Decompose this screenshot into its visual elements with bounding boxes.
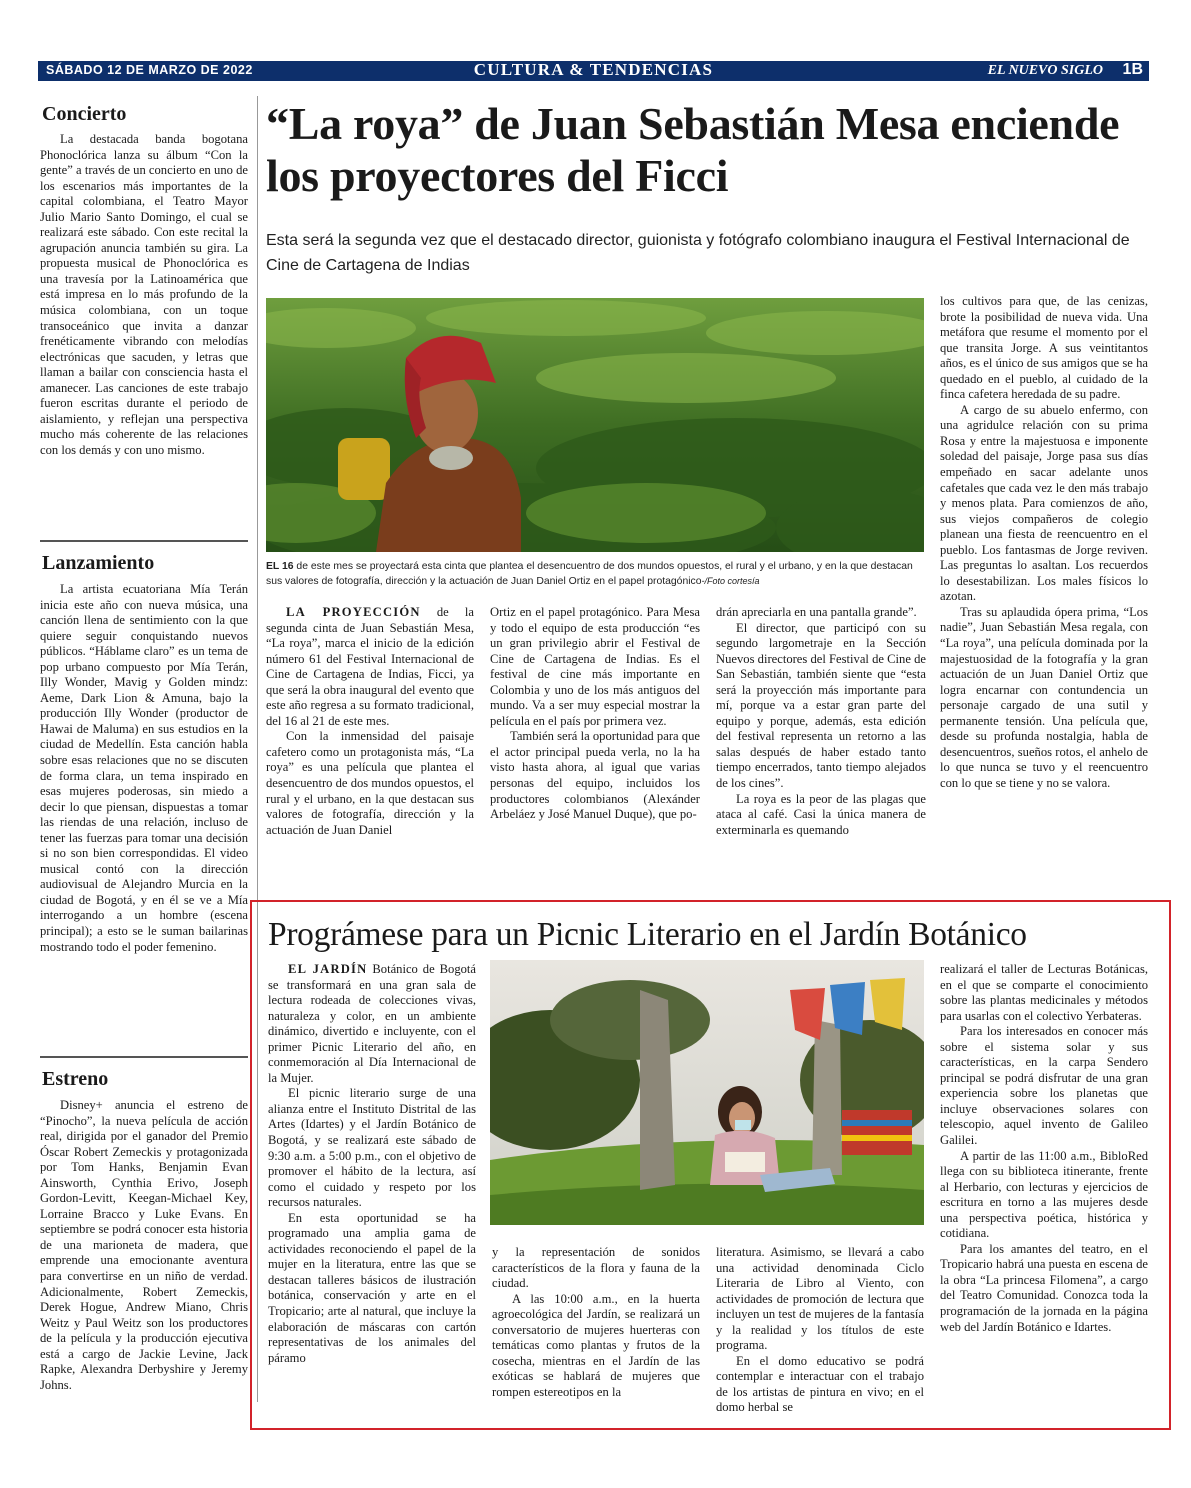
lanzamiento-body	[40, 582, 248, 955]
concierto-body	[40, 132, 248, 458]
estreno-body	[40, 1098, 248, 1393]
paragraph: A las 10:00 a.m., en la huerta agroecológica del Jardín, se realizará un conversatorio de mujeres huerteras con temáticas como plantas y frutos de la cosecha, mientras en el Jardín de las exóticas se hablará de mujeres que rompen estereotipos en la	[492, 1291, 700, 1399]
picnic-column-2	[492, 1245, 700, 1400]
sidebar-divider	[40, 1056, 248, 1058]
picnic-column-1	[268, 962, 476, 1366]
lanzamiento-text: La artista ecuatoriana Mía Terán inicia este año con nueva música, una canción llena de sentimiento con la que quiere seguir conquistando nuevos públicos. “Háblame claro” es un tema de pop urbano compuesto por Mía Terán, Illy Wonder, Mavig y Golden mindz: Aeme, Dark Lion & Amuna, bajo la producción Illy Wonder (productor de Hawai de Maluma) en sus estudios en la ciudad de Medellín. Esta canción habla sobre esas relaciones que no se discuten de forma clara, un tema inspirado en esas mujeres poderosas, sin miedo a decir lo que piensan, dispuestas a tomar las riendas de una relación, incluso de tener las fuerzas para tomar una decisión si no son bien correspondidas. El video musical contó con la dirección audiovisual de Alejandro Murcia en la ciudad de Bogotá, y en él se ve a Mía interrogando a un hombre (escena principal); a esto se le suman bailarinas mostrando todo el poder femenino.	[40, 582, 248, 954]
paragraph: El picnic literario surge de una alianza entre el Instituto Distrital de las Artes (Idartes) y el Jardín Botánico de Bogotá, y se realizará este sábado de 9:30 a.m. a 5:00 p.m., con el objetivo de promover el hábito de la lectura, así como el cuidado y respeto por los recursos naturales.	[268, 1086, 476, 1210]
photo-caption	[266, 560, 926, 589]
main-article-column-4	[940, 294, 1148, 792]
estreno-heading: Estreno	[42, 1068, 109, 1090]
paragraph: literatura. Asimismo, se llevará a cabo una actividad denominada Ciclo Literaria de Libro al Viento, con actividades de promoción de lectura que incluyen un test de mujeres de la fantasía y la realidad y los títulos de este programa.	[716, 1245, 924, 1353]
lanzamiento-heading: Lanzamiento	[42, 552, 155, 574]
concierto-heading: Concierto	[42, 103, 127, 125]
caption-lead: EL 16	[266, 561, 294, 572]
picnic-headline: Prográmese para un Picnic Literario en el Jardín Botánico	[268, 916, 1027, 953]
paragraph: Para los amantes del teatro, en el Tropicario habrá una puesta en escena de la obra “La princesa Filomena”, a cargo del Teatro Comunidad. Conozca toda la programación de la jornada en la página web del Jardín Botánico e Idartes.	[940, 1241, 1148, 1334]
main-article-column-1	[266, 605, 474, 838]
paragraph: A cargo de su abuelo enfermo, con una agridulce relación con su prima Rosa y entre la majestuosa e imponente soledad del paisaje, Jorge pasa sus días empeñado en sacar adelante unos cafetales que cada vez le den más trabajo y menos plata. Para comienzos de año, sus viejos compañeros de colegio planean una fiesta de reencuentro en el pueblo. Los fantasmas de Jorge reviven. Las preguntas lo asaltan. Los recuerdos lo desestabilizan. Los males físicos lo azotan.	[940, 402, 1148, 604]
newspaper-name: EL NUEVO SIGLO	[987, 63, 1103, 78]
section-header-bar	[38, 61, 1149, 81]
paragraph: y la representación de sonidos característicos de la flora y fauna de la ciudad.	[492, 1245, 700, 1291]
estreno-text: Disney+ anuncia el estreno de “Pinocho”, la nueva película de acción real, dirigida por el ganador del Premio Óscar Robert Zemeckis y protagonizada por Tom Hanks, Benjamin Evan Ainsworth, Cynthia Erivo, Joseph Gordon-Levitt, Keegan-Michael Key, Lorraine Bracco y Luke Evans. En septiembre se podrá conocer esta historia de una marioneta de madera, que emprende una emocionante aventura para convertirse en un niño de verdad. Adicionalmente, Robert Zemeckis, Derek Hogue, Andrew Miano, Chris Weitz y Paul Weitz son los productores de la película y la producción ejecutiva está a cargo de Jackie Levine, Jack Rapke, Alexandra Derbyshire y Jeremy Johns.	[40, 1098, 248, 1392]
photo-coffee-field	[266, 298, 924, 552]
paragraph: de la segunda cinta de Juan Sebastián Mesa, “La roya”, marca el inicio de la edición número 61 del Festival Internacional de Cine de Cartagena de Indias, Ficci, ya que será la obra inaugural del evento que este año regresa a su formato tradicional, del 16 al 21 de este mes.	[266, 605, 475, 728]
issue-date: SÁBADO 12 DE MARZO DE 2022	[46, 63, 253, 77]
paragraph: También será la oportunidad para que el actor principal pueda verla, no la ha visto hasta ahora, al igual que varias personas del equipo, incluidos los productores colombianos (Alexánder Arbeláez y José Manuel Duque), que po-	[490, 729, 700, 822]
subheadline: Esta será la segunda vez que el destacado director, guionista y fotógrafo colombiano inaugura el Festival Internacional de Cine de Cartagena de Indias	[266, 232, 1130, 274]
headline: “La roya” de Juan Sebastián Mesa enciende los proyectores del Ficci	[266, 98, 1120, 201]
page-number: 1B	[1122, 61, 1143, 78]
paragraph: Botánico de Bogotá se transformará en una gran sala de lectura rodeada de colecciones vivas, naturaleza y color, en un ambiente dinámico, divertido e incluyente, con el primer Picnic Literario del año, en conmemoración al Día Internacional de la Mujer.	[268, 962, 476, 1085]
paragraph: El director, que participó con su segundo largometraje en la Sección Nuevos directores del Festival de Cine de San Sebastián, también siente que “esta será la proyección más importante para mí, porque va a estar gran parte del equipo y porque, además, esta edición del festival representa un retorno a las salas después de haber estado tanto tiempo encerrados, tanto tiempo alejados de los cines”.	[716, 620, 926, 791]
paragraph: Con la inmensidad del paisaje cafetero como un protagonista más, “La roya” es una película que plantea el desencuentro de dos mundos opuestos, el rural y el urbano, en la que destacan sus valores de fotografía, dirección y la actuación de Juan Daniel	[266, 729, 474, 837]
photo-botanical-garden	[490, 960, 924, 1225]
paragraph: En el domo educativo se podrá contemplar e interactuar con el trabajo de los artistas de pintura en vivo; en el domo herbal se	[716, 1353, 924, 1415]
section-title: CULTURA & TENDENCIAS	[473, 60, 714, 79]
article-lead: LA PROYECCIÓN	[286, 605, 421, 619]
picnic-column-4	[940, 962, 1148, 1335]
article-photo-reading-girl	[490, 960, 924, 1225]
paragraph: drán apreciarla en una pantalla grande”.	[716, 605, 917, 619]
paragraph: los cultivos para que, de las cenizas, brote la posibilidad de nueva vida. Una metáfora que resume el momento por el que transita Jorge. A sus veintitantos años, es el único de sus amigos que se ha quedado en el pueblo, al cuidado de la finca cafetera heredada de su padre.	[940, 294, 1148, 402]
paragraph: En esta oportunidad se ha programado una amplia gama de actividades reconociendo el papel de la mujer en la literatura, entre las que se destacan talleres básicos de ilustración botánica, conservación y arte en el Tropicario; arte al natural, que incluye la elaboración de máscaras con cartón representativas de los animales del páramo	[268, 1210, 476, 1365]
main-article-column-2	[490, 605, 700, 823]
article-photo-coffee-farmer	[266, 298, 924, 552]
caption-text: de este mes se proyectará esta cinta que plantea el desencuentro de dos mundos opuestos, el rural y el urbano, y en la que destacan sus valores de fotografía, dirección y la actuación de Juan Daniel Ortiz en el papel protagónico	[266, 561, 913, 587]
concierto-text: La destacada banda bogotana Phonoclórica lanza su álbum “Con la gente” a través de un concierto en uno de los escenarios más importantes de la capital colombiana, el Teatro Mayor Julio Mario Santo Domingo, el cual se realizará este sábado. Con este recital la agrupación anuncia también su gira. La propuesta musical de Phonoclórica es una travesía por la Latinoamérica que está impresa en lo más profundo de la música colombiana, con un toque transoceánico que invita a danzar frenéticamente vibrando con melodías electrónicas que sacuden, y letras que llaman a bailar con consciencia hasta el amanecer. Las canciones de este trabajo fueron escritas durante el periodo de aislamiento, y reflejan una perspectiva mucho más coherente de las relaciones con los demás y con uno mismo.	[40, 132, 248, 457]
photo-credit: -/Foto cortesía	[701, 576, 760, 586]
article-lead: EL JARDÍN	[288, 962, 368, 976]
paragraph: Ortiz en el papel protagónico. Para Mesa y todo el equipo de esta producción “es un gran privilegio abrir el Festival de Cine de Cartagena de Indias. Es el festival de cine más importante en Colombia y uno de los más antiguos del mundo. Va a ser muy especial mostrar la película en el país por primera vez.	[490, 605, 700, 728]
picnic-column-3	[716, 1245, 924, 1416]
main-article-column-3	[716, 605, 926, 838]
sidebar-divider	[40, 540, 248, 542]
paragraph: realizará el taller de Lecturas Botánicas, en el que se comparte el conocimiento sobre las plantas medicinales y métodos para usarlas con el colectivo Yerbateras.	[940, 962, 1148, 1023]
paragraph: A partir de las 11:00 a.m., BibloRed llega con su biblioteca itinerante, frente al Herbario, con lecturas y ejercicios de escritura en torno a las mujeres desde una perspectiva poética, histórica y cotidiana.	[940, 1148, 1148, 1241]
paragraph: La roya es la peor de las plagas que ataca al café. Casi la única manera de exterminarla es quemando	[716, 791, 926, 837]
paragraph: Tras su aplaudida ópera prima, “Los nadie”, Juan Sebastián Mesa regala, con “La roya”, una película dominada por la majestuosidad de la fotografía y la gran actuación de un Juan Daniel Ortiz que logra encarnar con contundencia un personaje cargado de una sutil y permanente tensión. Una película que, desde su profunda nostalgia, habla de desencuentros, sueños rotos, el anhelo de lo que nunca se tuvo y el reencuentro con lo que se tiene y no se valora.	[940, 604, 1148, 790]
paragraph: Para los interesados en conocer más sobre el sistema solar y sus características, en la carpa Sendero principal se podrá disfrutar de una gran experiencia sobre los planetas que incluye observaciones solares con telescopio, aquel invento de Galileo Galilei.	[940, 1024, 1148, 1148]
